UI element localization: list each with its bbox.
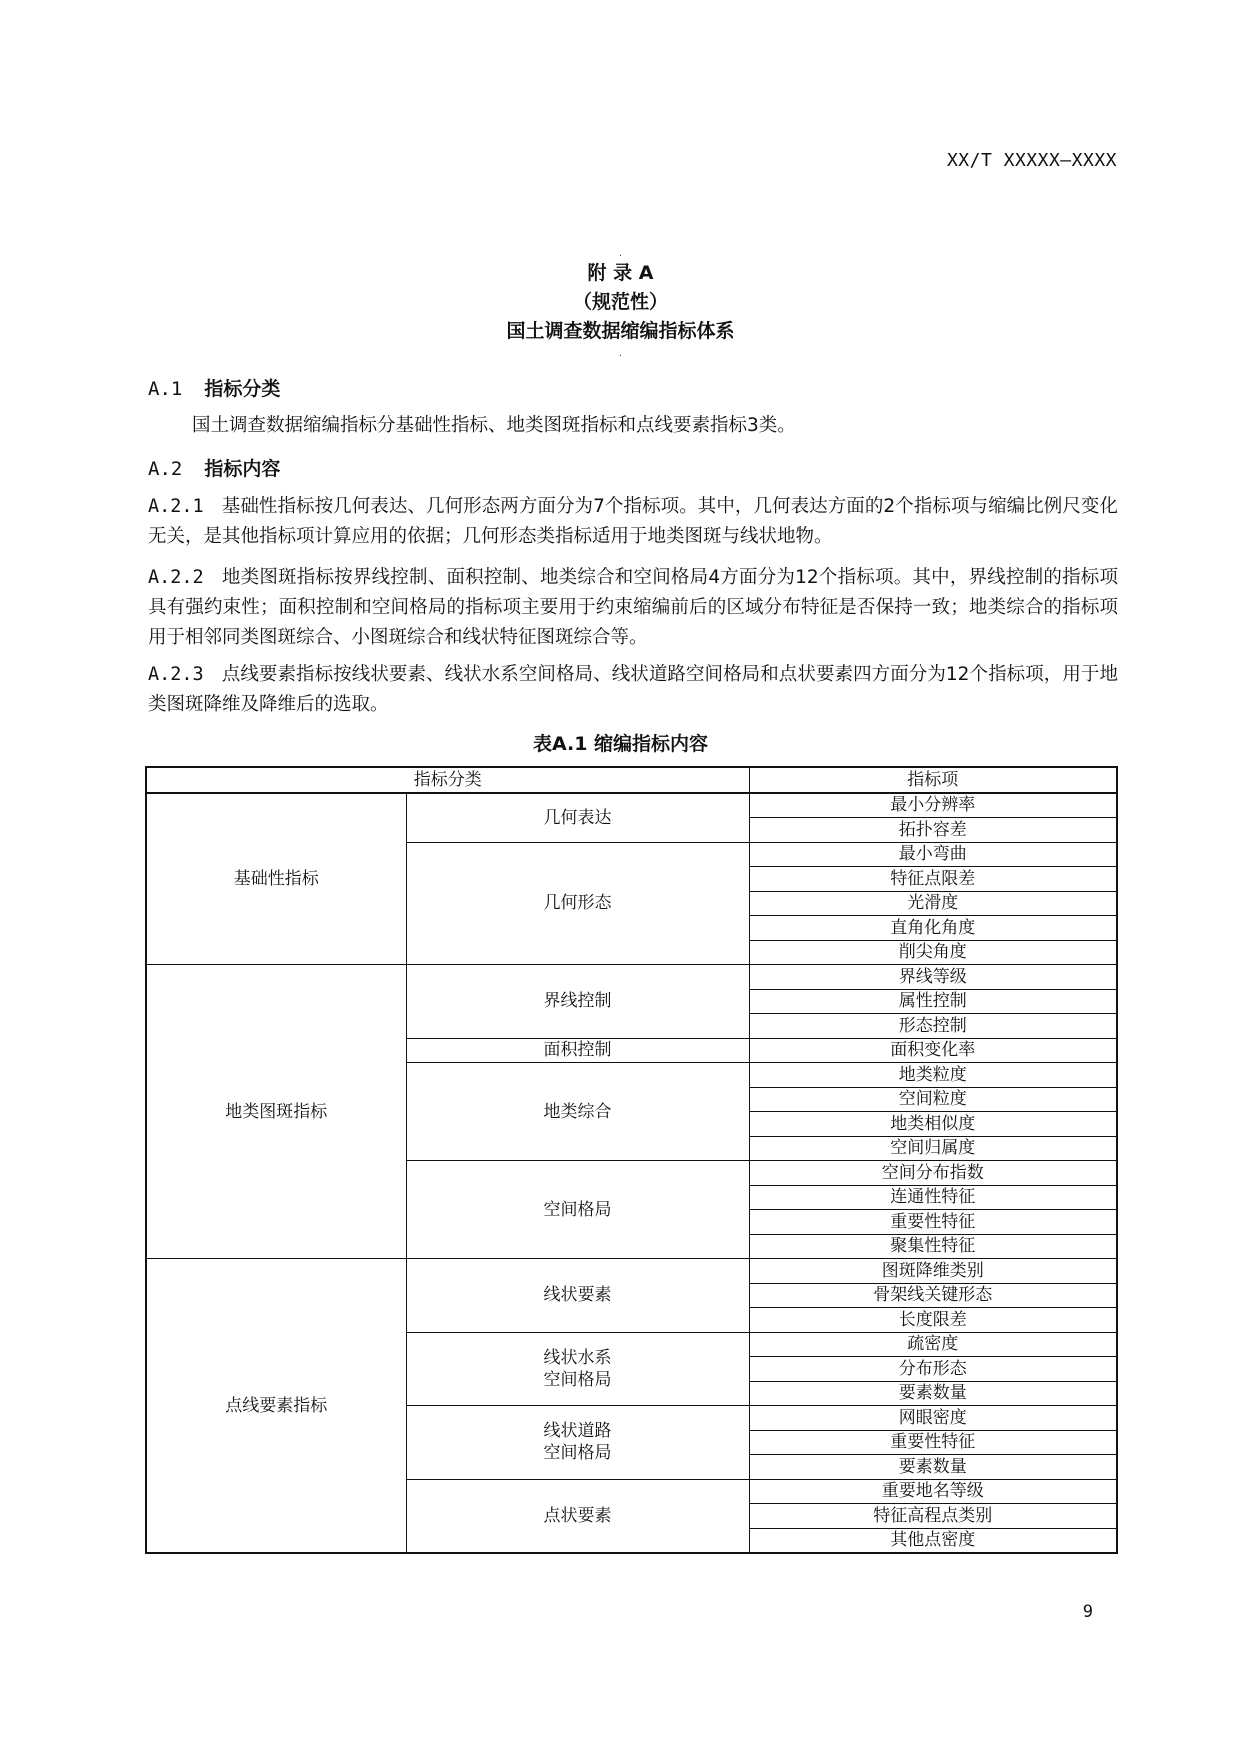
item-cell: 长度限差 (749, 1308, 1117, 1333)
item-cell: 最小分辨率 (749, 793, 1117, 818)
table-row (146, 965, 1117, 990)
subgroup-cell (406, 793, 749, 843)
group-cell: 点线要素指标 (146, 1259, 406, 1554)
section-a2-heading (148, 454, 280, 481)
section-a22-paragraph (148, 563, 1118, 653)
header-category: 指标分类 (146, 767, 749, 793)
section-a1-title: 指标分类 (204, 378, 281, 400)
decorative-dot-bottom: · (618, 351, 623, 362)
subgroup-name-line: 线状道路 (543, 1421, 612, 1442)
page-number: 9 (1082, 1602, 1093, 1622)
item-cell: 重要地名等级 (749, 1479, 1117, 1504)
item-cell: 空间粒度 (749, 1087, 1117, 1112)
subgroup-name-line: 地类综合 (543, 1101, 612, 1122)
section-a1-body: 国土调查数据缩编指标分基础性指标、地类图斑指标和点线要素指标3类。 (192, 415, 796, 436)
subgroup-cell (406, 842, 749, 965)
subgroup-cell (406, 1063, 749, 1161)
item-cell: 特征高程点类别 (749, 1504, 1117, 1529)
subgroup-cell (406, 1259, 749, 1333)
item-cell: 疏密度 (749, 1332, 1117, 1357)
subgroup-cell (406, 1161, 749, 1259)
indicator-table (145, 766, 1118, 1554)
section-a23-number: A.2.3 (148, 664, 204, 685)
subgroup-cell (406, 1038, 749, 1063)
group-cell: 基础性指标 (146, 793, 406, 965)
subgroup-name-line: 空间格局 (543, 1369, 612, 1390)
subgroup-name-line: 空间格局 (543, 1199, 612, 1220)
section-a22-number: A.2.2 (148, 567, 204, 588)
item-cell: 界线等级 (749, 965, 1117, 990)
item-cell: 属性控制 (749, 989, 1117, 1014)
section-a21-number: A.2.1 (148, 496, 204, 517)
item-cell: 空间分布指数 (749, 1161, 1117, 1186)
appendix-nature: （规范性） (572, 291, 668, 313)
section-a2-title: 指标内容 (204, 458, 281, 480)
section-a22-body: 地类图斑指标按界线控制、面积控制、地类综合和空间格局4方面分为12个指标项。其中，界线控制的指标项具有强约束性；面积控制和空间格局的指标项主要用于约束缩编前后的区域分布特征是否保持一致；地类综合的指标项用于相邻同类图斑综合、小图斑综合和线状特征图斑综合等。 (148, 567, 1118, 648)
subgroup-name-line: 界线控制 (543, 991, 612, 1012)
section-a2-number: A.2 (148, 458, 183, 480)
item-cell: 重要性特征 (749, 1430, 1117, 1455)
item-cell: 面积变化率 (749, 1038, 1117, 1063)
subgroup-name-line: 面积控制 (543, 1040, 612, 1061)
item-cell: 空间归属度 (749, 1136, 1117, 1161)
standard-code: XX/T XXXXX—XXXX (946, 150, 1117, 171)
section-a21-body: 基础性指标按几何表达、几何形态两方面分为7个指标项。其中，几何表达方面的2个指标项与缩编比例尺变化无关，是其他指标项计算应用的依据；几何形态类指标适用于地类图斑与线状地物。 (148, 496, 1118, 547)
appendix-title: 国土调查数据缩编指标体系 (506, 320, 735, 342)
subgroup-cell (406, 1332, 749, 1406)
item-cell: 聚集性特征 (749, 1234, 1117, 1259)
subgroup-name-line: 线状要素 (543, 1285, 612, 1306)
item-cell: 地类相似度 (749, 1112, 1117, 1137)
subgroup-name-line: 几何表达 (543, 807, 612, 828)
table-row (146, 793, 1117, 818)
table-row (146, 1259, 1117, 1284)
item-cell: 要素数量 (749, 1381, 1117, 1406)
item-cell: 分布形态 (749, 1357, 1117, 1382)
item-cell: 拓扑容差 (749, 818, 1117, 843)
section-a1-heading (148, 374, 280, 401)
subgroup-name-line: 点状要素 (543, 1505, 612, 1526)
section-a23-body: 点线要素指标按线状要素、线状水系空间格局、线状道路空间格局和点状要素四方面分为12个指标项，用于地类图斑降维及降维后的选取。 (148, 664, 1118, 715)
table-body (146, 793, 1117, 1554)
subgroup-name-line: 几何形态 (543, 893, 612, 914)
item-cell: 特征点限差 (749, 867, 1117, 892)
item-cell: 网眼密度 (749, 1406, 1117, 1431)
subgroup-cell (406, 1479, 749, 1553)
item-cell: 骨架线关键形态 (749, 1283, 1117, 1308)
item-cell: 连通性特征 (749, 1185, 1117, 1210)
group-cell: 地类图斑指标 (146, 965, 406, 1259)
item-cell: 地类粒度 (749, 1063, 1117, 1088)
section-a21-paragraph (148, 492, 1118, 552)
decorative-dot-top: · (618, 251, 623, 262)
item-cell: 最小弯曲 (749, 842, 1117, 867)
subgroup-cell (406, 1406, 749, 1480)
header-item: 指标项 (749, 767, 1117, 793)
item-cell: 重要性特征 (749, 1210, 1117, 1235)
item-cell: 其他点密度 (749, 1528, 1117, 1553)
item-cell: 直角化角度 (749, 916, 1117, 941)
item-cell: 形态控制 (749, 1014, 1117, 1039)
table-title: 表A.1 缩编指标内容 (532, 733, 709, 755)
subgroup-name-line: 线状水系 (543, 1347, 612, 1368)
item-cell: 图斑降维类别 (749, 1259, 1117, 1284)
section-a23-paragraph (148, 660, 1118, 720)
item-cell: 削尖角度 (749, 940, 1117, 965)
item-cell: 光滑度 (749, 891, 1117, 916)
subgroup-cell (406, 965, 749, 1039)
table-header-row (146, 767, 1117, 793)
subgroup-name-line: 空间格局 (543, 1443, 612, 1464)
section-a1-number: A.1 (148, 378, 183, 400)
appendix-label: 附 录 A (587, 262, 654, 284)
item-cell: 要素数量 (749, 1455, 1117, 1480)
